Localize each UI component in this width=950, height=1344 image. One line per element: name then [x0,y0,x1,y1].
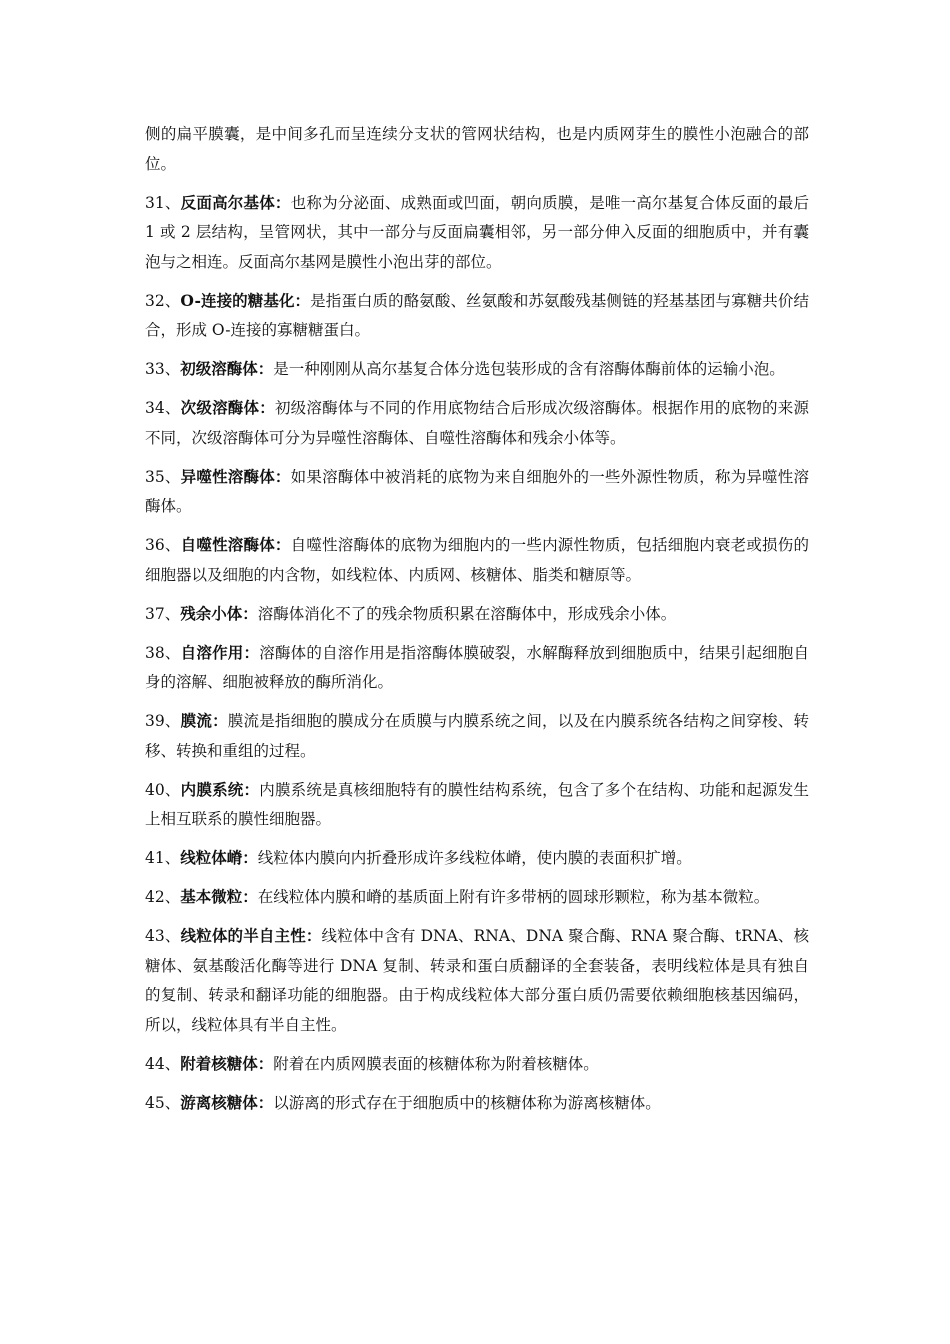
entry-term: 附着核糖体： [180,1053,274,1073]
entry-number: 31、 [145,193,181,212]
definition-entry [145,188,809,278]
definition-entry [145,921,809,1040]
definition-entry [145,1049,809,1080]
definition-entry [145,599,809,630]
entry-term: 自噬性溶酶体： [180,535,291,554]
definition-entry [145,393,809,453]
entry-definition: 初级溶酶体与不同的作用底物结合后形成次级溶酶体。根据作用的底物的来源不同，次级溶酶体可分为异噬性溶酶体、自噬性溶酶体和残余小体等。 [145,399,809,447]
entry-term: 反面高尔基体： [180,192,291,212]
definition-list [145,188,809,1119]
entry-term: 自溶作用： [180,642,260,662]
entry-number: 34、 [145,399,181,417]
entry-term: 异噬性溶酶体： [180,466,291,486]
entry-number: 35、 [145,467,181,486]
entry-definition: 膜流是指细胞的膜成分在质膜与内膜系统之间，以及在内膜系统各结构之间穿梭、转移、转换和重组的过程。 [145,712,809,760]
entry-definition: 是指蛋白质的酪氨酸、丝氨酸和苏氨酸残基侧链的羟基基团与寡糖共价结合，形成 O-连接的寡糖糖蛋白。 [145,291,809,339]
entry-definition: 以游离的形式存在于细胞质中的核糖体称为游离核糖体。 [273,1093,661,1112]
entry-number: 33、 [145,360,181,378]
entry-definition: 溶酶体的自溶作用是指溶酶体膜破裂，水解酶释放到细胞质中，结果引起细胞自身的溶解、细胞被释放的酶所消化。 [145,643,809,691]
entry-number: 43、 [145,927,181,945]
definition-entry [145,354,809,385]
definition-entry [145,882,809,913]
entry-term: 线粒体的半自主性： [180,926,322,945]
entry-number: 39、 [145,712,181,730]
entry-term: 初级溶酶体： [180,359,274,378]
continuation-paragraph: 侧的扁平膜囊，是中间多孔而呈连续分支状的管网状结构，也是内质网芽生的膜性小泡融合的部位。 [145,125,809,173]
entry-number: 44、 [145,1054,181,1073]
entry-definition: 也称为分泌面、成熟面或凹面，朝向质膜，是唯一高尔基复合体反面的最后 1 或 2 层结构，呈管网状，其中一部分与反面扁囊相邻，另一部分伸入反面的细胞质中，并有囊泡与之相连。反面高尔基网是膜性小泡出芽的部位。 [145,193,809,271]
entry-definition: 附着在内质网膜表面的核糖体称为附着核糖体。 [273,1054,599,1073]
entry-definition: 线粒体内膜向内折叠形成许多线粒体嵴，使内膜的表面积扩增。 [257,849,692,867]
entry-term: 游离核糖体： [180,1092,274,1112]
entry-definition: 自噬性溶酶体的底物为细胞内的一些内源性物质，包括细胞内衰老或损伤的细胞器以及细胞的内含物，如线粒体、内质网、核糖体、脂类和糖原等。 [145,536,809,584]
entry-definition: 线粒体中含有 DNA、RNA、DNA 聚合酶、RNA 聚合酶、tRNA、核糖体、氨基酸活化酶等进行 DNA 复制、转录和蛋白质翻译的全套装备，表明线粒体是具有独自的复制、转录和翻译功能的细胞器。由于构成线粒体大部分蛋白质仍需要依赖细胞核基因编码，所以，线粒体具有半自主性。 [145,927,809,1034]
entry-term: 残余小体： [180,603,258,623]
entry-number: 32、 [145,291,181,310]
entry-term: 内膜系统： [180,779,260,799]
entry-number: 41、 [145,849,181,867]
entry-definition: 如果溶酶体中被消耗的底物为来自细胞外的一些外源性物质，称为异噬性溶酶体。 [145,467,809,515]
entry-term: 线粒体嵴： [180,848,258,867]
entry-number: 40、 [145,780,181,799]
entry-term: 次级溶酶体： [180,398,275,417]
entry-definition: 在线粒体内膜和嵴的基质面上附有许多带柄的圆球形颗粒，称为基本微粒。 [257,888,770,906]
entry-definition: 是一种刚刚从高尔基复合体分选包装形成的含有溶酶体酶前体的运输小泡。 [273,360,785,378]
definition-entry [145,286,809,346]
entry-definition: 溶酶体消化不了的残余物质积累在溶酶体中，形成残余小体。 [257,604,677,623]
definition-entry [145,706,809,766]
entry-number: 36、 [145,536,181,554]
definition-entry [145,1088,809,1119]
entry-number: 37、 [145,604,181,623]
definition-entry [145,530,809,590]
entry-definition: 内膜系统是真核细胞特有的膜性结构系统，包含了多个在结构、功能和起源发生上相互联系的膜性细胞器。 [145,780,809,828]
entry-term: 基本微粒： [180,887,258,906]
document-body [145,120,809,1127]
entry-term: O-连接的糖基化： [180,290,311,310]
definition-entry [145,638,809,698]
entry-number: 45、 [145,1093,181,1112]
entry-number: 38、 [145,643,181,662]
entry-term: 膜流： [180,711,228,730]
entry-number: 42、 [145,888,181,906]
definition-entry [145,843,809,874]
definition-entry [145,775,809,835]
definition-entry [145,462,809,522]
